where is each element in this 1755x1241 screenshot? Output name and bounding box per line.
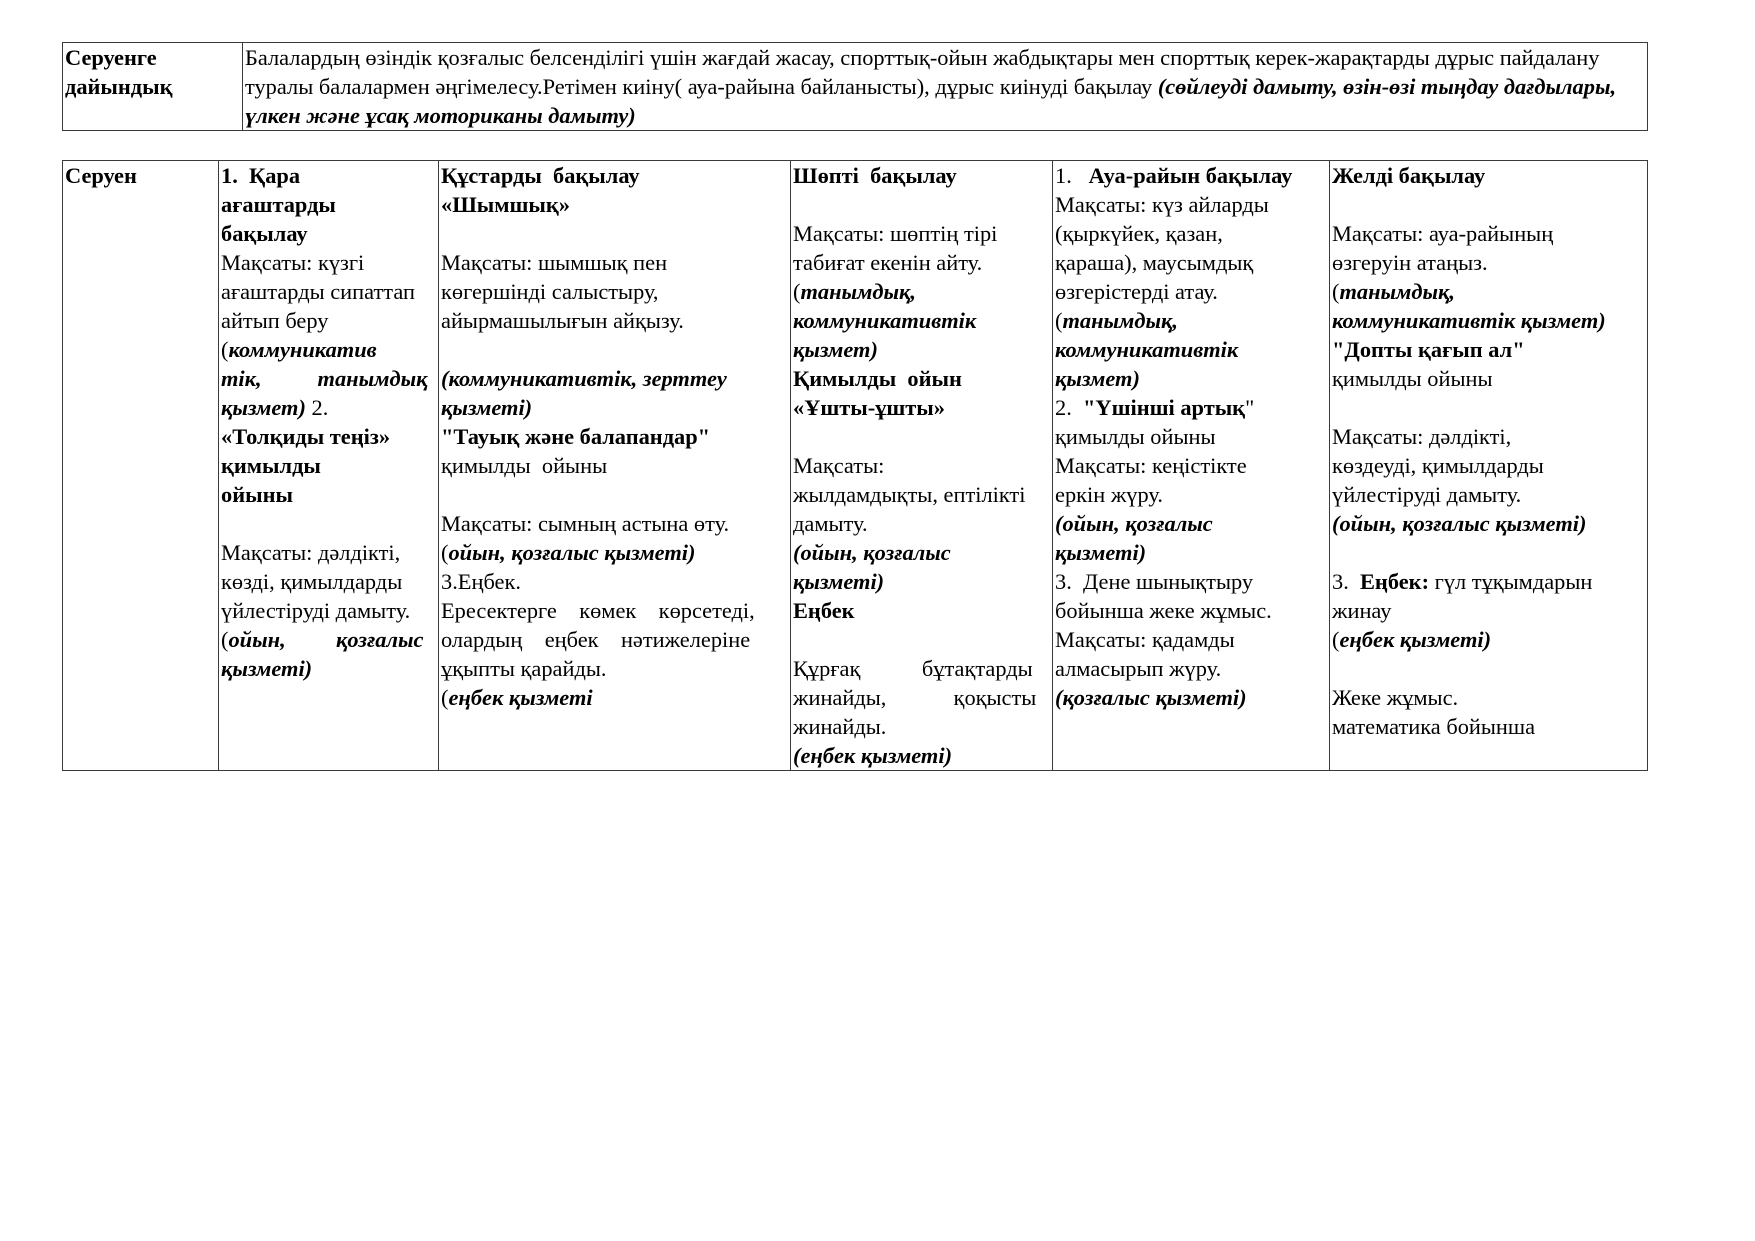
preparation-text-cell bbox=[243, 43, 1648, 131]
cell-text-run: жинайды, қоқысты bbox=[793, 685, 1037, 710]
cell-text-run: Желді бақылау bbox=[1332, 163, 1486, 188]
cell-text-run: айырмашылығын айқызу. bbox=[441, 308, 684, 333]
cell-text-run: ( bbox=[221, 627, 229, 652]
cell-text-run: Ауа-райын бақылау bbox=[1088, 163, 1293, 188]
cell-text-run: ( bbox=[1332, 627, 1340, 652]
cell-text-run: Қимылды ойын bbox=[793, 366, 962, 391]
cell-text-run: Ересектерге көмек көрсетеді, bbox=[441, 598, 755, 623]
preparation-table bbox=[62, 42, 1648, 131]
walk-day-1-cell bbox=[219, 161, 439, 771]
cell-text-run: (қыркүйек, қазан, bbox=[1055, 221, 1223, 246]
walk-day-3-cell bbox=[791, 161, 1053, 771]
cell-text-run: жинайды. bbox=[793, 714, 887, 739]
cell-text-run: коммуникатив bbox=[228, 337, 377, 362]
cell-text-run: айтып беру bbox=[221, 308, 329, 333]
cell-text-run: қызмет) bbox=[793, 337, 878, 362]
cell-text-run: еркін жүру. bbox=[1055, 482, 1163, 507]
walk-day-2-cell bbox=[439, 161, 791, 771]
cell-text-run: (еңбек қызметі) bbox=[793, 743, 953, 768]
cell-text-run: Мақсаты: дәлдікті, bbox=[221, 540, 401, 565]
cell-text-run: қызмет) bbox=[1055, 366, 1140, 391]
cell-text-run: (қозғалыс қызметі) bbox=[1055, 685, 1247, 710]
cell-text-run: ( bbox=[793, 279, 801, 304]
cell-text-run: өзгерістерді атау. bbox=[1055, 279, 1218, 304]
cell-text-run: ( bbox=[221, 337, 229, 362]
cell-text-run: үйлестіруді дамыту. bbox=[221, 598, 411, 623]
walk-day-5-cell bbox=[1330, 161, 1648, 771]
cell-text-run: көгершінді салыстыру, bbox=[441, 279, 659, 304]
cell-text-run: Мақсаты: шөптің тірі bbox=[793, 221, 998, 246]
cell-text-run: үйлестіруді дамыту. bbox=[1332, 482, 1522, 507]
cell-text-run: математика бойынша bbox=[1332, 714, 1536, 739]
cell-text-run: Жеке жұмыс. bbox=[1332, 685, 1459, 710]
cell-text-run: еңбек қызметі) bbox=[1339, 627, 1492, 652]
cell-text-run: тік, танымдық bbox=[221, 366, 428, 391]
cell-text-run: қызметі) bbox=[1055, 540, 1147, 565]
cell-text-run: Мақсаты: сымның астына өту. bbox=[441, 511, 730, 536]
cell-text-run: Құстарды бақылау bbox=[441, 163, 640, 188]
cell-text-run: (ойын, қозғалыс bbox=[793, 540, 951, 565]
cell-text-run: қызметі) bbox=[793, 569, 885, 594]
cell-text-run: қызмет) bbox=[221, 395, 306, 420]
cell-text-run: «Толқиды теңіз» bbox=[221, 424, 391, 449]
cell-text-run: " bbox=[1245, 395, 1255, 420]
cell-text-run: ( bbox=[441, 540, 449, 565]
walk-row bbox=[63, 161, 1648, 771]
preparation-text: Балалардың өзіндік қозғалыс белсенділігі үшін жағдай жасау, спорттық-ойын жабдықтары мен спорттық керек-жарақтарды дұрыс пайдалану туралы балалармен әңгімелесу.Ретімен киіну( ауа-райына байланысты), дұрыс киінуді бақылау bbox=[245, 45, 1600, 99]
cell-text-run: қызметі) bbox=[221, 656, 313, 681]
cell-text-run: гүл тұқымдарын bbox=[1429, 569, 1593, 594]
cell-text-run: Еңбек: bbox=[1360, 569, 1430, 594]
cell-text-run: бақылау bbox=[221, 221, 308, 246]
cell-text-run: Құрғақ бұтақтарды bbox=[793, 656, 1033, 681]
cell-text-run: (коммуникативтік, зерттеу bbox=[441, 366, 727, 391]
walk-table bbox=[62, 160, 1648, 771]
cell-text-run: дамыту. bbox=[793, 511, 868, 536]
cell-text-run: Еңбек bbox=[793, 598, 855, 623]
cell-text-run: «Ұшты-ұшты» bbox=[793, 395, 945, 420]
cell-text-run: 3.Еңбек. bbox=[441, 569, 521, 594]
cell-text-run: көзді, қимылдарды bbox=[221, 569, 403, 594]
cell-text-run: қимылды ойыны bbox=[441, 453, 608, 478]
cell-text-run: Мақсаты: күзгі bbox=[221, 250, 365, 275]
cell-text-run: танымдық, bbox=[1062, 308, 1178, 333]
cell-text-run: ( bbox=[1332, 279, 1340, 304]
cell-text-run: 1. bbox=[1055, 163, 1089, 188]
walk-title: Серуен bbox=[63, 161, 219, 771]
cell-text-run: қимылды ойыны bbox=[1055, 424, 1216, 449]
cell-text-run: өзгеруін атаңыз. bbox=[1332, 250, 1488, 275]
cell-text-run: «Шымшық» bbox=[441, 192, 570, 217]
cell-text-run: қараша), маусымдық bbox=[1055, 250, 1254, 275]
cell-text-run: алмасырып жүру. bbox=[1055, 656, 1222, 681]
cell-text-run: ойыны bbox=[221, 482, 293, 507]
cell-text-run: жинау bbox=[1332, 598, 1392, 623]
cell-text-run: 2. bbox=[1055, 395, 1083, 420]
cell-text-run: "Тауық және балапандар" bbox=[441, 424, 711, 449]
cell-text-run: Мақсаты: шымшық пен bbox=[441, 250, 668, 275]
cell-text-run: коммуникативтік қызмет) bbox=[1332, 308, 1606, 333]
cell-text-run: Мақсаты: күз айларды bbox=[1055, 192, 1269, 217]
cell-text-run: коммуникативтік bbox=[1055, 337, 1239, 362]
cell-text-run: қимылды ойыны bbox=[1332, 366, 1493, 391]
cell-text-run: 3. bbox=[1332, 569, 1360, 594]
cell-text-run: танымдық, bbox=[1339, 279, 1455, 304]
cell-text-run: "Допты қағып ал" bbox=[1332, 337, 1525, 362]
cell-text-run: жылдамдықты, ептілікті bbox=[793, 482, 1026, 507]
cell-text-run: коммуникативтік bbox=[793, 308, 977, 333]
cell-text-run: ойын, қозғалыс қызметі) bbox=[448, 540, 696, 565]
cell-text-run: ( bbox=[441, 685, 449, 710]
cell-text-run: еңбек қызметі bbox=[448, 685, 593, 710]
cell-text-run: ағаштарды сипаттап bbox=[221, 279, 415, 304]
cell-text-run: 1. Қара bbox=[221, 163, 301, 188]
cell-text-run: 2. bbox=[305, 395, 329, 420]
cell-text-run: көздеуді, қимылдарды bbox=[1332, 453, 1544, 478]
cell-text-run: табиғат екенін айту. bbox=[793, 250, 983, 275]
cell-text-run: бойынша жеке жұмыс. bbox=[1055, 598, 1272, 623]
cell-text-run: Шөпті бақылау bbox=[793, 163, 957, 188]
cell-text-run: (ойын, қозғалыс қызметі) bbox=[1332, 511, 1587, 536]
cell-text-run: ұқыпты қарайды. bbox=[441, 656, 607, 681]
cell-text-run: (ойын, қозғалыс bbox=[1055, 511, 1213, 536]
preparation-row bbox=[63, 43, 1648, 131]
cell-text-run: қызметі) bbox=[441, 395, 533, 420]
cell-text-run: танымдық, bbox=[800, 279, 916, 304]
cell-text-run: олардың еңбек нәтижелеріне bbox=[441, 627, 751, 652]
preparation-title: Серуенге дайындық bbox=[63, 43, 243, 131]
cell-text-run: қимылды bbox=[221, 453, 321, 478]
cell-text-run: ( bbox=[1055, 308, 1063, 333]
preparation-emphasis: (сөйлеуді дамыту, өзін-өзі тыңдау дағдылары, үлкен және ұсақ моториканы дамыту) bbox=[245, 74, 1617, 128]
cell-text-run: "Үшінші артық bbox=[1083, 395, 1246, 420]
cell-text-run: ағаштарды bbox=[221, 192, 336, 217]
cell-text-run: ойын, қозғалыс bbox=[228, 627, 424, 652]
cell-text-run: Мақсаты: bbox=[793, 453, 885, 478]
cell-text-run: Мақсаты: қадамды bbox=[1055, 627, 1235, 652]
cell-text-run: Мақсаты: ауа-райының bbox=[1332, 221, 1554, 246]
walk-day-4-cell bbox=[1053, 161, 1330, 771]
cell-text-run: 3. Дене шынықтыру bbox=[1055, 569, 1254, 594]
cell-text-run: Мақсаты: дәлдікті, bbox=[1332, 424, 1512, 449]
cell-text-run: Мақсаты: кеңістікте bbox=[1055, 453, 1247, 478]
